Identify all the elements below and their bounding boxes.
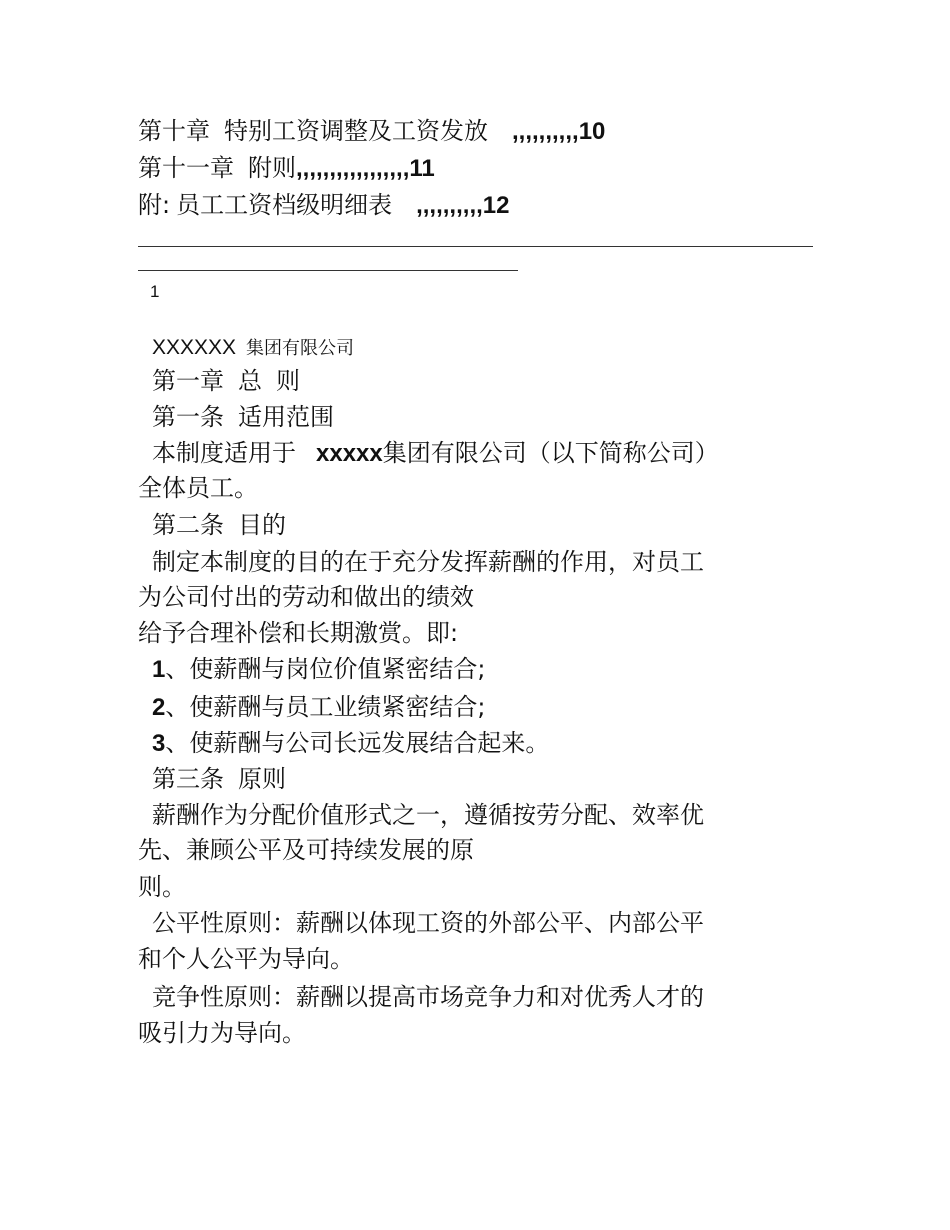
toc-page-number: 12 bbox=[482, 192, 510, 219]
paragraph-line bbox=[152, 438, 719, 469]
list-number: 3 bbox=[152, 730, 166, 757]
paragraph-line: 吸引力为导向。 bbox=[138, 1019, 306, 1047]
chapter-name-2: 则 bbox=[276, 367, 300, 395]
list-text: 、使薪酬与员工业绩紧密结合; bbox=[165, 693, 486, 721]
paragraph-line: 公平性原则：薪酬以体现工资的外部公平、内部公平 bbox=[152, 909, 704, 937]
toc-leader: ,,,,,,,,,, bbox=[416, 192, 483, 219]
footnote-separator bbox=[138, 270, 518, 271]
toc-leader: ,,,,,,,,,,,,,,,,, bbox=[296, 155, 410, 182]
page-number: 1 bbox=[150, 282, 160, 301]
separator-line bbox=[138, 246, 813, 247]
company-placeholder: xxxxx bbox=[316, 440, 383, 467]
toc-entry-11 bbox=[138, 153, 435, 184]
toc-chapter-title: 员工工资档级明细表 bbox=[176, 191, 393, 219]
toc-page-number: 10 bbox=[578, 118, 606, 145]
toc-page-number: 11 bbox=[409, 155, 435, 182]
paragraph-line: 则。 bbox=[138, 873, 186, 901]
text-run: 本制度适用于 bbox=[152, 439, 296, 467]
article-label: 第二条 bbox=[152, 511, 224, 539]
article-label: 第三条 bbox=[152, 765, 224, 793]
toc-chapter-title: 特别工资调整及工资发放 bbox=[224, 117, 488, 145]
toc-leader: ,,,,,,,,,, bbox=[512, 118, 579, 145]
text-run: 集团有限公司（以下简称公司） bbox=[382, 439, 719, 467]
paragraph-line: 制定本制度的目的在于充分发挥薪酬的作用，对员工 bbox=[152, 548, 704, 576]
list-item bbox=[152, 728, 549, 759]
list-text: 、使薪酬与岗位价值紧密结合; bbox=[165, 655, 486, 683]
paragraph-line: 为公司付出的劳动和做出的绩效 bbox=[138, 583, 474, 611]
list-text: 、使薪酬与公司长远发展结合起来。 bbox=[165, 729, 550, 757]
article-heading bbox=[152, 510, 286, 540]
toc-chapter-label: 第十章 bbox=[138, 117, 210, 145]
toc-entry-10 bbox=[138, 116, 605, 147]
paragraph-line: 全体员工。 bbox=[138, 474, 258, 502]
toc-chapter-label: 附: bbox=[138, 191, 171, 219]
toc-chapter-title: 附则 bbox=[248, 154, 296, 182]
paragraph-line: 先、兼顾公平及可持续发展的原 bbox=[138, 836, 474, 864]
chapter-name: 总 bbox=[238, 367, 262, 395]
company-latin-name: XXXXXX bbox=[152, 336, 237, 359]
article-name: 原则 bbox=[238, 765, 286, 793]
toc-entry-12 bbox=[138, 190, 509, 221]
paragraph-line: 和个人公平为导向。 bbox=[138, 945, 354, 973]
list-item bbox=[152, 654, 485, 685]
article-label: 第一条 bbox=[152, 403, 224, 431]
paragraph-line: 竞争性原则：薪酬以提高市场竞争力和对优秀人才的 bbox=[152, 983, 704, 1011]
article-name: 适用范围 bbox=[238, 403, 334, 431]
paragraph-line: 给予合理补偿和长期激赏。即: bbox=[138, 619, 459, 647]
company-cn-name: 集团有限公司 bbox=[246, 338, 355, 359]
chapter-heading bbox=[152, 366, 300, 396]
article-heading bbox=[152, 402, 334, 432]
article-heading bbox=[152, 764, 286, 794]
list-number: 2 bbox=[152, 694, 166, 721]
chapter-label: 第一章 bbox=[152, 367, 224, 395]
list-number: 1 bbox=[152, 656, 166, 683]
list-item bbox=[152, 692, 485, 723]
company-name bbox=[152, 334, 354, 362]
paragraph-line: 薪酬作为分配价值形式之一，遵循按劳分配、效率优 bbox=[152, 801, 704, 829]
article-name: 目的 bbox=[238, 511, 286, 539]
toc-chapter-label: 第十一章 bbox=[138, 154, 234, 182]
